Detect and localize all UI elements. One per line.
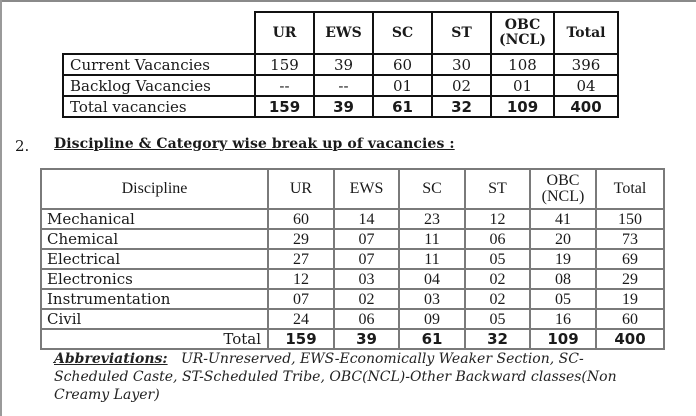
abbreviations-note xyxy=(54,350,634,404)
cell-ews: 39 xyxy=(314,54,373,75)
cell-obc: 08 xyxy=(530,269,596,289)
cell-ur: 159 xyxy=(255,54,314,75)
header-obc-line1: OBC xyxy=(546,172,580,189)
table-row xyxy=(41,209,664,229)
summary-header-obc-line1: OBC xyxy=(504,17,541,33)
cell-obc: 16 xyxy=(530,309,596,329)
row-label: Total vacancies xyxy=(63,96,255,117)
cell-ur: 27 xyxy=(268,249,334,269)
cell-sc: 61 xyxy=(399,329,465,349)
discipline-breakdown-table xyxy=(40,168,665,350)
summary-header-total: Total xyxy=(554,12,618,54)
table-row xyxy=(41,289,664,309)
section-number: 2. xyxy=(15,137,30,155)
cell-ews: 39 xyxy=(314,96,373,117)
abbreviations-text: UR-Unreserved, EWS-Economically Weaker Section, SC-Scheduled Caste, ST-Scheduled Tribe, OBC(NCL)-Other Backward classes(Non Creamy Layer) xyxy=(54,351,617,403)
header-ews: EWS xyxy=(334,169,399,209)
cell-ur: 60 xyxy=(268,209,334,229)
cell-total: 29 xyxy=(596,269,664,289)
cell-obc: 109 xyxy=(530,329,596,349)
cell-sc: 04 xyxy=(399,269,465,289)
header-obc xyxy=(530,169,596,209)
discipline-name: Electronics xyxy=(41,269,268,289)
cell-obc: 19 xyxy=(530,249,596,269)
table-row-total xyxy=(63,96,618,117)
cell-st: 02 xyxy=(465,269,530,289)
table-row xyxy=(41,249,664,269)
page-left-border xyxy=(0,0,2,416)
cell-sc: 03 xyxy=(399,289,465,309)
cell-ews: 02 xyxy=(334,289,399,309)
header-ur: UR xyxy=(268,169,334,209)
cell-obc: 41 xyxy=(530,209,596,229)
summary-header-obc-line2: (NCL) xyxy=(498,32,547,48)
table-row xyxy=(63,75,618,96)
summary-header-row xyxy=(63,12,618,54)
cell-st: 05 xyxy=(465,249,530,269)
cell-sc: 11 xyxy=(399,249,465,269)
cell-st: 05 xyxy=(465,309,530,329)
cell-ur: 29 xyxy=(268,229,334,249)
total-label: Total xyxy=(41,329,268,349)
cell-total: 73 xyxy=(596,229,664,249)
summary-header-st: ST xyxy=(432,12,491,54)
discipline-name: Mechanical xyxy=(41,209,268,229)
abbreviations-label: Abbreviations: xyxy=(54,351,168,367)
cell-st: 30 xyxy=(432,54,491,75)
header-sc: SC xyxy=(399,169,465,209)
cell-total: 400 xyxy=(554,96,618,117)
cell-total: 04 xyxy=(554,75,618,96)
cell-ur: 159 xyxy=(268,329,334,349)
cell-ews: 03 xyxy=(334,269,399,289)
cell-obc: 108 xyxy=(491,54,554,75)
cell-st: 12 xyxy=(465,209,530,229)
discipline-name: Chemical xyxy=(41,229,268,249)
cell-obc: 01 xyxy=(491,75,554,96)
table-row xyxy=(41,269,664,289)
row-label: Current Vacancies xyxy=(63,54,255,75)
table-row xyxy=(63,54,618,75)
cell-ur: -- xyxy=(255,75,314,96)
row-label: Backlog Vacancies xyxy=(63,75,255,96)
table-row xyxy=(41,309,664,329)
cell-st: 02 xyxy=(432,75,491,96)
cell-st: 32 xyxy=(465,329,530,349)
cell-ur: 07 xyxy=(268,289,334,309)
cell-sc: 60 xyxy=(373,54,432,75)
summary-header-blank xyxy=(63,12,255,54)
cell-total: 19 xyxy=(596,289,664,309)
cell-sc: 09 xyxy=(399,309,465,329)
discipline-header-row xyxy=(41,169,664,209)
cell-ews: 39 xyxy=(334,329,399,349)
section-title: Discipline & Category wise break up of vacancies : xyxy=(54,136,455,152)
cell-total: 150 xyxy=(596,209,664,229)
cell-ur: 24 xyxy=(268,309,334,329)
table-row xyxy=(41,229,664,249)
header-obc-line2: (NCL) xyxy=(541,188,585,205)
table-row-total xyxy=(41,329,664,349)
cell-sc: 01 xyxy=(373,75,432,96)
discipline-name: Electrical xyxy=(41,249,268,269)
cell-obc: 20 xyxy=(530,229,596,249)
cell-ews: 06 xyxy=(334,309,399,329)
cell-total: 396 xyxy=(554,54,618,75)
cell-ur: 159 xyxy=(255,96,314,117)
cell-obc: 109 xyxy=(491,96,554,117)
summary-header-ews: EWS xyxy=(314,12,373,54)
cell-st: 02 xyxy=(465,289,530,309)
cell-obc: 05 xyxy=(530,289,596,309)
header-st: ST xyxy=(465,169,530,209)
cell-ur: 12 xyxy=(268,269,334,289)
cell-ews: -- xyxy=(314,75,373,96)
cell-ews: 07 xyxy=(334,229,399,249)
cell-sc: 23 xyxy=(399,209,465,229)
cell-sc: 11 xyxy=(399,229,465,249)
summary-header-obc xyxy=(491,12,554,54)
cell-st: 32 xyxy=(432,96,491,117)
header-total: Total xyxy=(596,169,664,209)
cell-st: 06 xyxy=(465,229,530,249)
cell-ews: 14 xyxy=(334,209,399,229)
header-discipline: Discipline xyxy=(41,169,268,209)
cell-total: 69 xyxy=(596,249,664,269)
cell-total: 60 xyxy=(596,309,664,329)
vacancy-summary-table xyxy=(62,11,619,118)
summary-header-sc: SC xyxy=(373,12,432,54)
discipline-name: Instrumentation xyxy=(41,289,268,309)
cell-sc: 61 xyxy=(373,96,432,117)
discipline-name: Civil xyxy=(41,309,268,329)
cell-total: 400 xyxy=(596,329,664,349)
page-top-border xyxy=(0,0,696,2)
summary-header-ur: UR xyxy=(255,12,314,54)
cell-ews: 07 xyxy=(334,249,399,269)
